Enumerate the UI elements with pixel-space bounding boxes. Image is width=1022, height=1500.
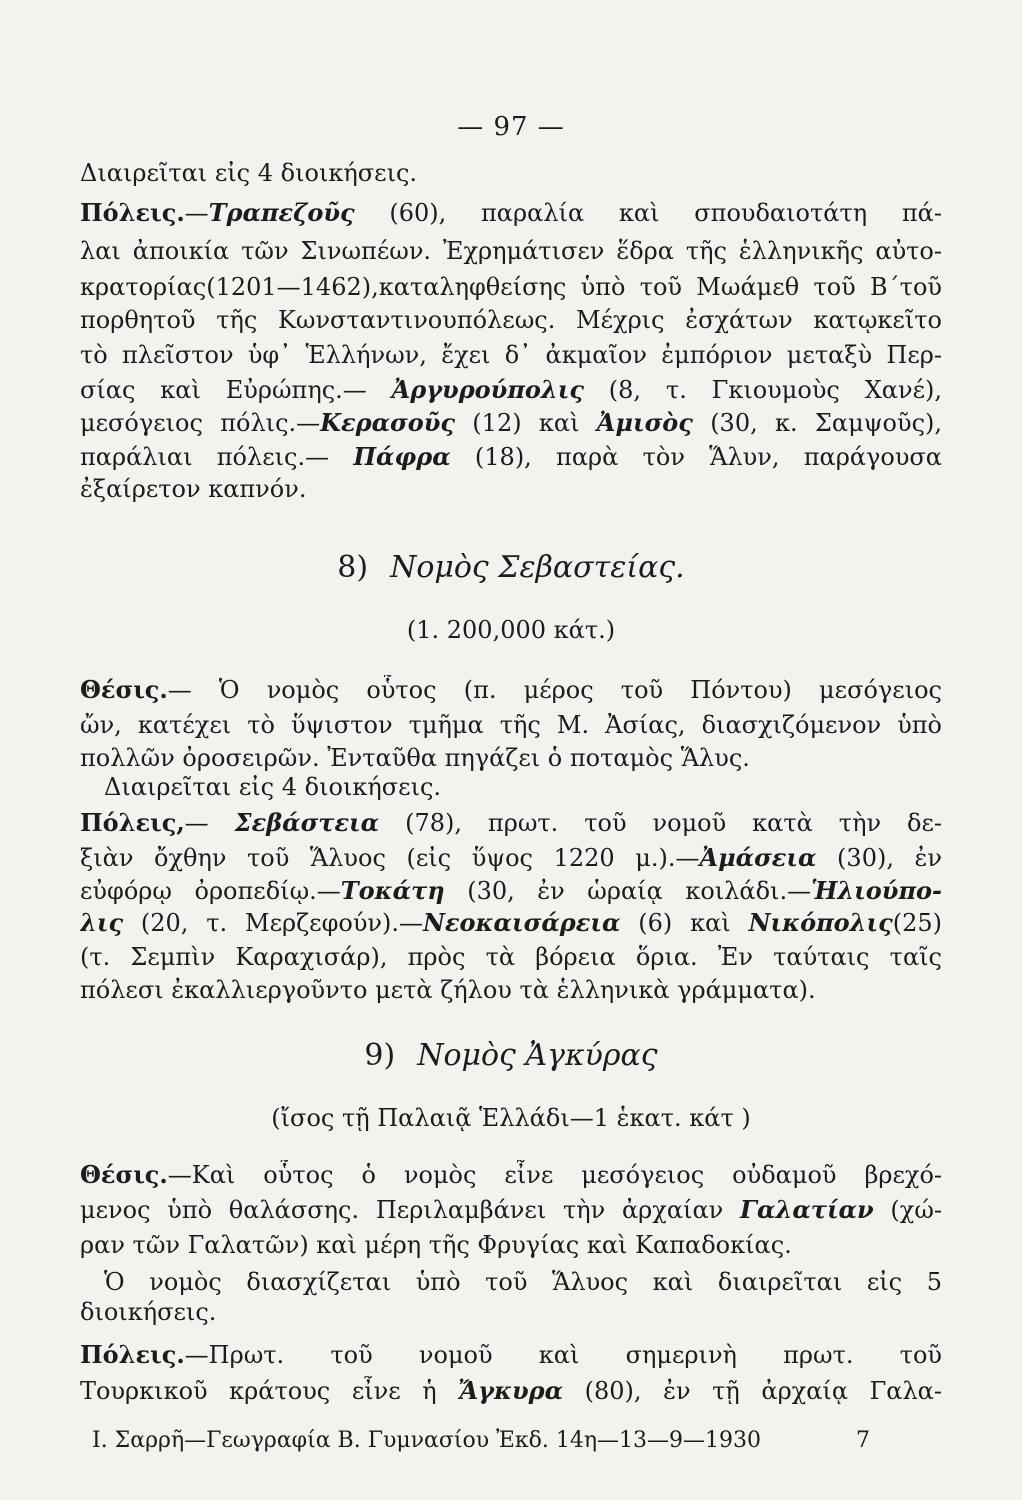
text-line: κρατορίας(1201—1462),καταληφθείσης ὑπὸ τοῦ Μωάμεθ τοῦ Β΄τοῦ	[80, 273, 942, 301]
city-name: Πάφρα	[353, 442, 451, 471]
text-line: μεσόγειος πόλις.—Κερασοῦς (12) καὶ Ἀμισὸς (30, κ. Σαμψοῦς),	[80, 408, 942, 437]
text-line: λις (20, τ. Μερζεφούν).—Νεοκαισάρεια (6) καὶ Νικόπολις(25)	[80, 908, 942, 937]
section-subtitle: (1. 200,000 κάτ.)	[406, 616, 616, 644]
text-line: παράλιαι πόλεις.— Πάφρα (18), παρὰ τὸν Ἅλυν, παράγουσα	[80, 442, 942, 471]
label-thesis: Θέσις.	[80, 675, 168, 704]
city-name: Ἀμισὸς	[596, 408, 693, 437]
text-line: Θέσις.—Καὶ οὗτος ὁ νομὸς εἶνε μεσόγειος οὐδαμοῦ βρεχό-	[80, 1160, 942, 1189]
text-line: Ὁ νομὸς διασχίζεται ὑπὸ τοῦ Ἅλυος καὶ διαιρεῖται εἰς 5	[104, 1268, 942, 1296]
text-line: (τ. Σεμπὶν Καραχισάρ), πρὸς τὰ βόρεια ὅρια. Ἐν ταύταις ταῖς	[80, 943, 942, 971]
label-poleis: Πόλεις.	[80, 1340, 185, 1369]
section-subtitle: (ἴσος τῇ Παλαιᾷ Ἑλλάδι—1 ἑκατ. κάτ )	[271, 1104, 751, 1132]
page-number: — 97 —	[457, 112, 565, 142]
city-name: Νικόπολις	[748, 908, 893, 937]
signature-number: 7	[856, 1428, 870, 1453]
text-line: σίας καὶ Εὐρώπης.— Ἀργυρούπολις (8, τ. Γκιουμοὺς Χανέ),	[80, 375, 942, 404]
text-line: Πόλεις.—Τραπεζοῦς (60), παραλία καὶ σπουδαιοτάτη πά-	[80, 198, 942, 227]
text-line: ξιὰν ὄχθην τοῦ Ἅλυος (εἰς ὕψος 1220 μ.).—Ἀμάσεια (30), ἐν	[80, 843, 942, 872]
text-line: πορθητοῦ τῆς Κωνσταντινουπόλεως. Μέχρις ἐσχάτων κατῳκεῖτο	[80, 306, 942, 334]
text-line: μενος ὑπὸ θαλάσσης. Περιλαμβάνει τὴν ἀρχαίαν Γαλατίαν (χώ-	[80, 1195, 942, 1224]
city-name: Τραπεζοῦς	[208, 198, 355, 227]
text-line: Διαιρεῖται εἰς 4 διοικήσεις.	[80, 159, 418, 187]
city-name: Τοκάτη	[340, 876, 445, 905]
label-thesis: Θέσις.	[80, 1160, 168, 1189]
footer-imprint: Ι. Σαρρῆ—Γεωγραφία Β. Γυμνασίου Ἐκδ. 14η—13—9—1930	[92, 1428, 762, 1453]
label-poleis: Πόλεις.	[80, 198, 185, 227]
city-name: Σεβάστεια	[234, 808, 380, 837]
city-name: Κερασοῦς	[320, 408, 456, 437]
text-line: ραν τῶν Γαλατῶν) καὶ μέρη τῆς Φρυγίας καὶ Καπαδοκίας.	[80, 1231, 792, 1259]
city-name: Ἀμάσεια	[699, 843, 817, 872]
text-line: Πόλεις,— Σεβάστεια (78), πρωτ. τοῦ νομοῦ κατὰ τὴν δε-	[80, 808, 942, 837]
city-name: Ἄγκυρα	[458, 1376, 564, 1405]
text-line: ἐξαίρετον καπνόν.	[80, 475, 307, 503]
section-heading: 9) Νομὸς Ἀγκύρας	[364, 1038, 658, 1073]
label-poleis: Πόλεις,	[80, 808, 185, 837]
text-line: Διαιρεῖται εἰς 4 διοικήσεις.	[104, 773, 442, 801]
text-line: ὤν, κατέχει τὸ ὕψιστον τμῆμα τῆς Μ. Ἀσίας, διασχιζόμενον ὑπὸ	[80, 711, 942, 739]
text-line: λαι ἀποικία τῶν Σινωπέων. Ἐχρημάτισεν ἕδρα τῆς ἑλληνικῆς αὐτο-	[80, 237, 942, 265]
text-line: διοικήσεις.	[80, 1298, 217, 1326]
city-name: Ἀργυρούπολις	[391, 375, 584, 404]
text-line: τὸ πλεῖστον ὑφ᾽ Ἑλλήνων, ἔχει δ᾽ ἀκμαῖον ἐμπόριον μεταξὺ Περ-	[80, 341, 942, 369]
city-name: Ἡλιούπο-	[811, 876, 942, 905]
text-line: πόλεσι ἐκαλλιεργοῦντο μετὰ ζήλου τὰ ἑλληνικὰ γράμματα).	[80, 976, 816, 1004]
text-line: Τουρκικοῦ κράτους εἶνε ἡ Ἄγκυρα (80), ἐν τῇ ἀρχαίᾳ Γαλα-	[80, 1376, 942, 1405]
city-name: Νεοκαισάρεια	[423, 908, 621, 937]
text-line: πολλῶν ὀροσειρῶν. Ἐνταῦθα πηγάζει ὁ ποταμὸς Ἅλυς.	[80, 744, 750, 772]
region-name: Γαλατίαν	[739, 1195, 874, 1224]
text-line: Πόλεις.—Πρωτ. τοῦ νομοῦ καὶ σημερινὴ πρωτ. τοῦ	[80, 1340, 942, 1369]
section-heading: 8) Νομὸς Σεβαστείας.	[337, 550, 685, 585]
page-footer	[92, 1428, 870, 1453]
text-line: εὐφόρῳ ὀροπεδίῳ.—Τοκάτη (30, ἐν ὡραίᾳ κοιλάδι.—Ἡλιούπο-	[80, 876, 942, 905]
text-line: Θέσις.— Ὁ νομὸς οὗτος (π. μέρος τοῦ Πόντου) μεσόγειος	[80, 675, 942, 704]
